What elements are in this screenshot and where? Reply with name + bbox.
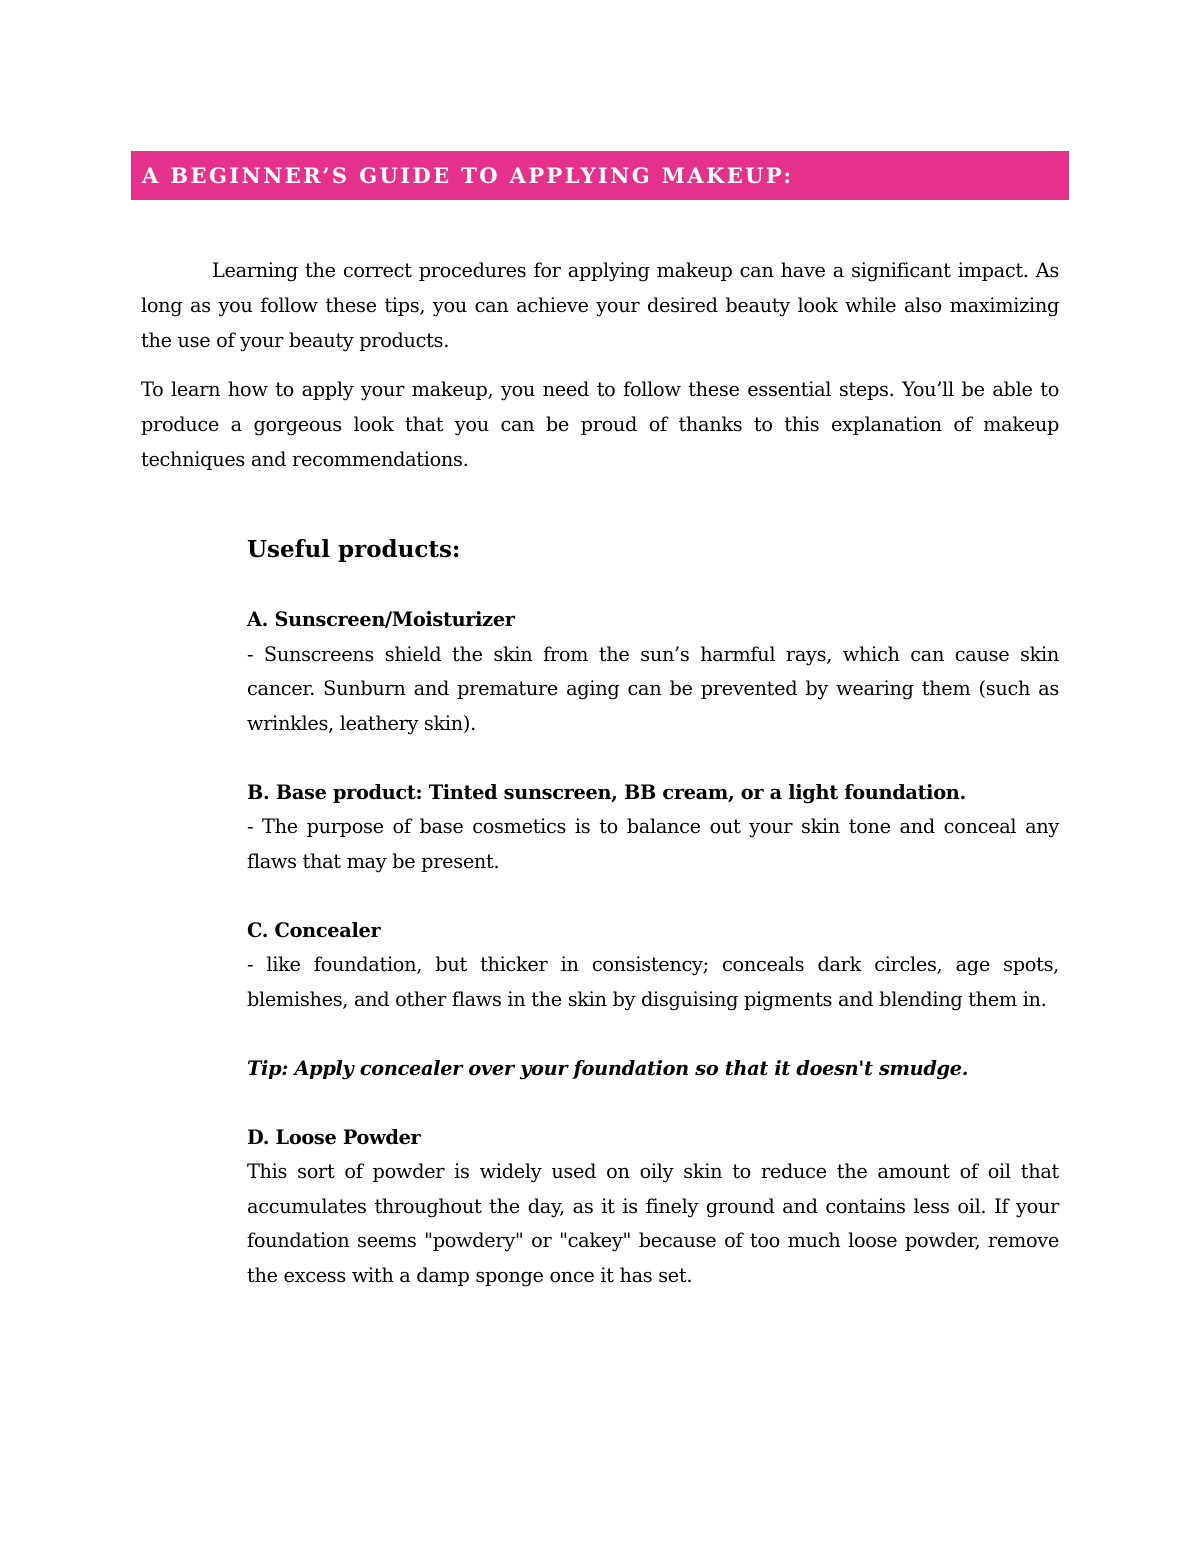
products-section bbox=[247, 531, 1059, 1328]
product-description: This sort of powder is widely used on oily skin to reduce the amount of oil that accumulates throughout the day, as it is finely ground and contains less oil. If your foundation seems "powdery" or "cakey" because of too much loose powder, remove the excess with a damp sponge once it has set. bbox=[247, 1160, 1059, 1287]
intro-paragraph-2: To learn how to apply your makeup, you need to follow these essential steps. You’ll be able to produce a gorgeous look that you can be proud of thanks to this explanation of makeup techniques and recommendations. bbox=[141, 378, 1059, 471]
product-item-base bbox=[247, 776, 1059, 880]
tip-text: Tip: Apply concealer over your foundation so that it doesn't smudge. bbox=[247, 1056, 969, 1080]
product-item-sunscreen bbox=[247, 603, 1059, 741]
product-item-loose-powder bbox=[247, 1121, 1059, 1294]
product-description: - Sunscreens shield the skin from the sun’s harmful rays, which can cause skin cancer. Sunburn and premature aging can be prevented by wearing them (such as wrinkles, leathery skin). bbox=[247, 642, 1059, 735]
product-heading: B. Base product: Tinted sunscreen, BB cream, or a light foundation. bbox=[247, 780, 966, 804]
products-heading: Useful products: bbox=[247, 536, 461, 563]
product-description: - like foundation, but thicker in consistency; conceals dark circles, age spots, blemishes, and other flaws in the skin by disguising pigments and blending them in. bbox=[247, 953, 1059, 1011]
intro-section bbox=[141, 253, 1059, 477]
product-description: - The purpose of base cosmetics is to balance out your skin tone and conceal any flaws that may be present. bbox=[247, 815, 1059, 873]
page-title: A BEGINNER’S GUIDE TO APPLYING MAKEUP: bbox=[142, 163, 794, 188]
intro-paragraph-1: Learning the correct procedures for applying makeup can have a significant impact. As long as you follow these tips, you can achieve your desired beauty look while also maximizing the use of your beauty products. bbox=[141, 259, 1059, 352]
product-item-concealer bbox=[247, 914, 1059, 1018]
title-banner bbox=[131, 151, 1069, 200]
product-heading: D. Loose Powder bbox=[247, 1125, 421, 1149]
product-heading: C. Concealer bbox=[247, 918, 381, 942]
product-heading: A. Sunscreen/Moisturizer bbox=[247, 608, 515, 631]
